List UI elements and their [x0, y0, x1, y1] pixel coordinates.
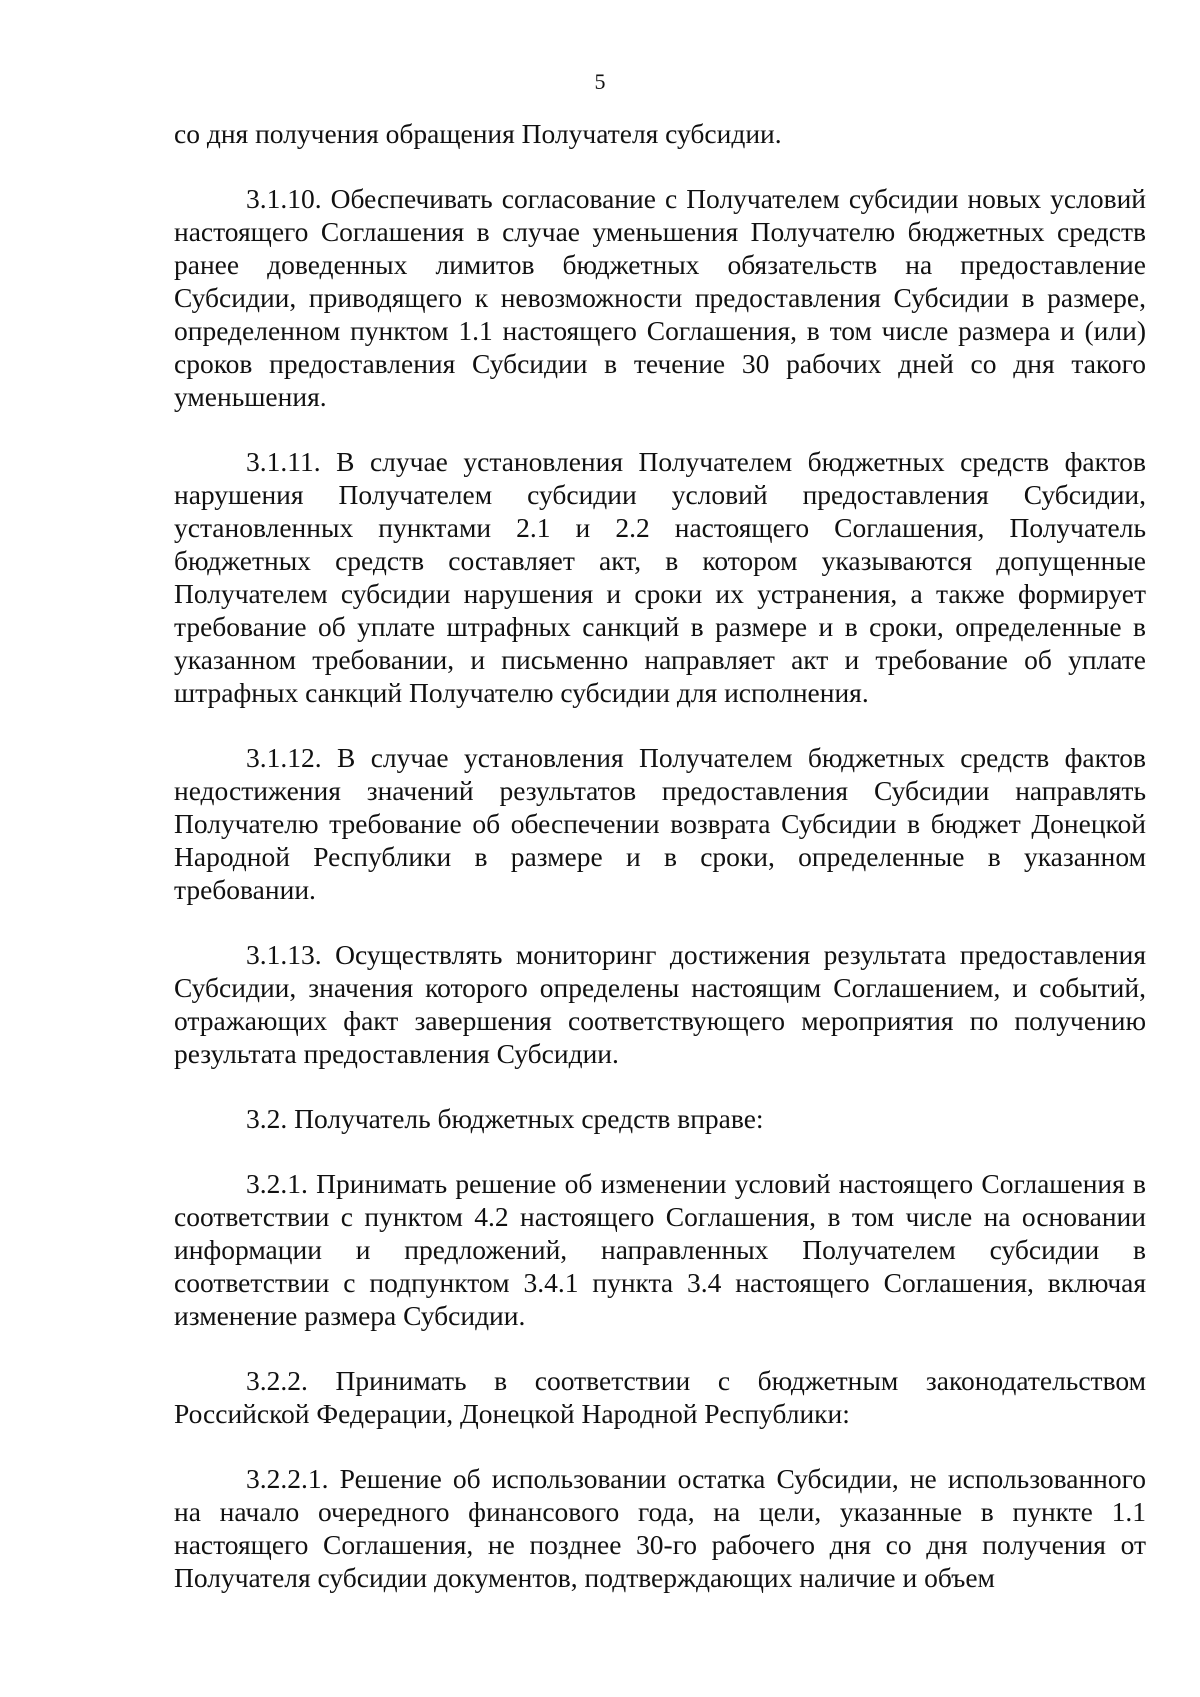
paragraph-3-1-12: 3.1.12. В случае установления Получателем бюджетных средств фактов недостижения значений результатов предоставления Субсидии направлять Получателю требование об обеспечении возврата Субсидии в бюджет Донецкой Народной Республики в размере и в сроки, определенные в указанном требовании. — [174, 742, 1146, 905]
paragraph-3-2-1: 3.2.1. Принимать решение об изменении условий настоящего Соглашения в соответствии с пунктом 4.2 настоящего Соглашения, в том числе на основании информации и предложений, направленных Получателем субсидии в соответствии с подпунктом 3.4.1 пункта 3.4 настоящего Соглашения, включая изменение размера Субсидии. — [174, 1168, 1146, 1331]
page-number: 5 — [594, 69, 606, 94]
paragraph-3-2: 3.2. Получатель бюджетных средств вправе: — [246, 1103, 764, 1134]
paragraph-3-2-2-1: 3.2.2.1. Решение об использовании остатка Субсидии, не использованного на начало очередного финансового года, на цели, указанные в пункте 1.1 настоящего Соглашения, не позднее 30-го рабочего дня со дня получения от Получателя субсидии документов, подтверждающих наличие и объем — [174, 1463, 1146, 1593]
document-body — [174, 117, 1146, 1626]
paragraph-3-2-2: 3.2.2. Принимать в соответствии с бюджетным законодательством Российской Федерации, Донецкой Народной Республики: — [174, 1365, 1146, 1429]
paragraph-3-1-13: 3.1.13. Осуществлять мониторинг достижения результата предоставления Субсидии, значения которого определены настоящим Соглашением, и событий, отражающих факт завершения соответствующего мероприятия по получению результата предоставления Субсидии. — [174, 939, 1146, 1069]
paragraph-3-1-10: 3.1.10. Обеспечивать согласование с Получателем субсидии новых условий настоящего Соглашения в случае уменьшения Получателю бюджетных средств ранее доведенных лимитов бюджетных обязательств на предоставление Субсидии, приводящего к невозможности предоставления Субсидии в размере, определенном пунктом 1.1 настоящего Соглашения, в том числе размера и (или) сроков предоставления Субсидии в течение 30 рабочих дней со дня такого уменьшения. — [174, 183, 1146, 412]
paragraph-3-1-11: 3.1.11. В случае установления Получателем бюджетных средств фактов нарушения Получателем субсидии условий предоставления Субсидии, установленных пунктами 2.1 и 2.2 настоящего Соглашения, Получатель бюджетных средств составляет акт, в котором указываются допущенные Получателем субсидии нарушения и сроки их устранения, а также формирует требование об уплате штрафных санкций в размере и в сроки, определенные в указанном требовании, и письменно направляет акт и требование об уплате штрафных санкций Получателю субсидии для исполнения. — [174, 446, 1146, 708]
paragraph-continuation: со дня получения обращения Получателя субсидии. — [174, 118, 782, 149]
